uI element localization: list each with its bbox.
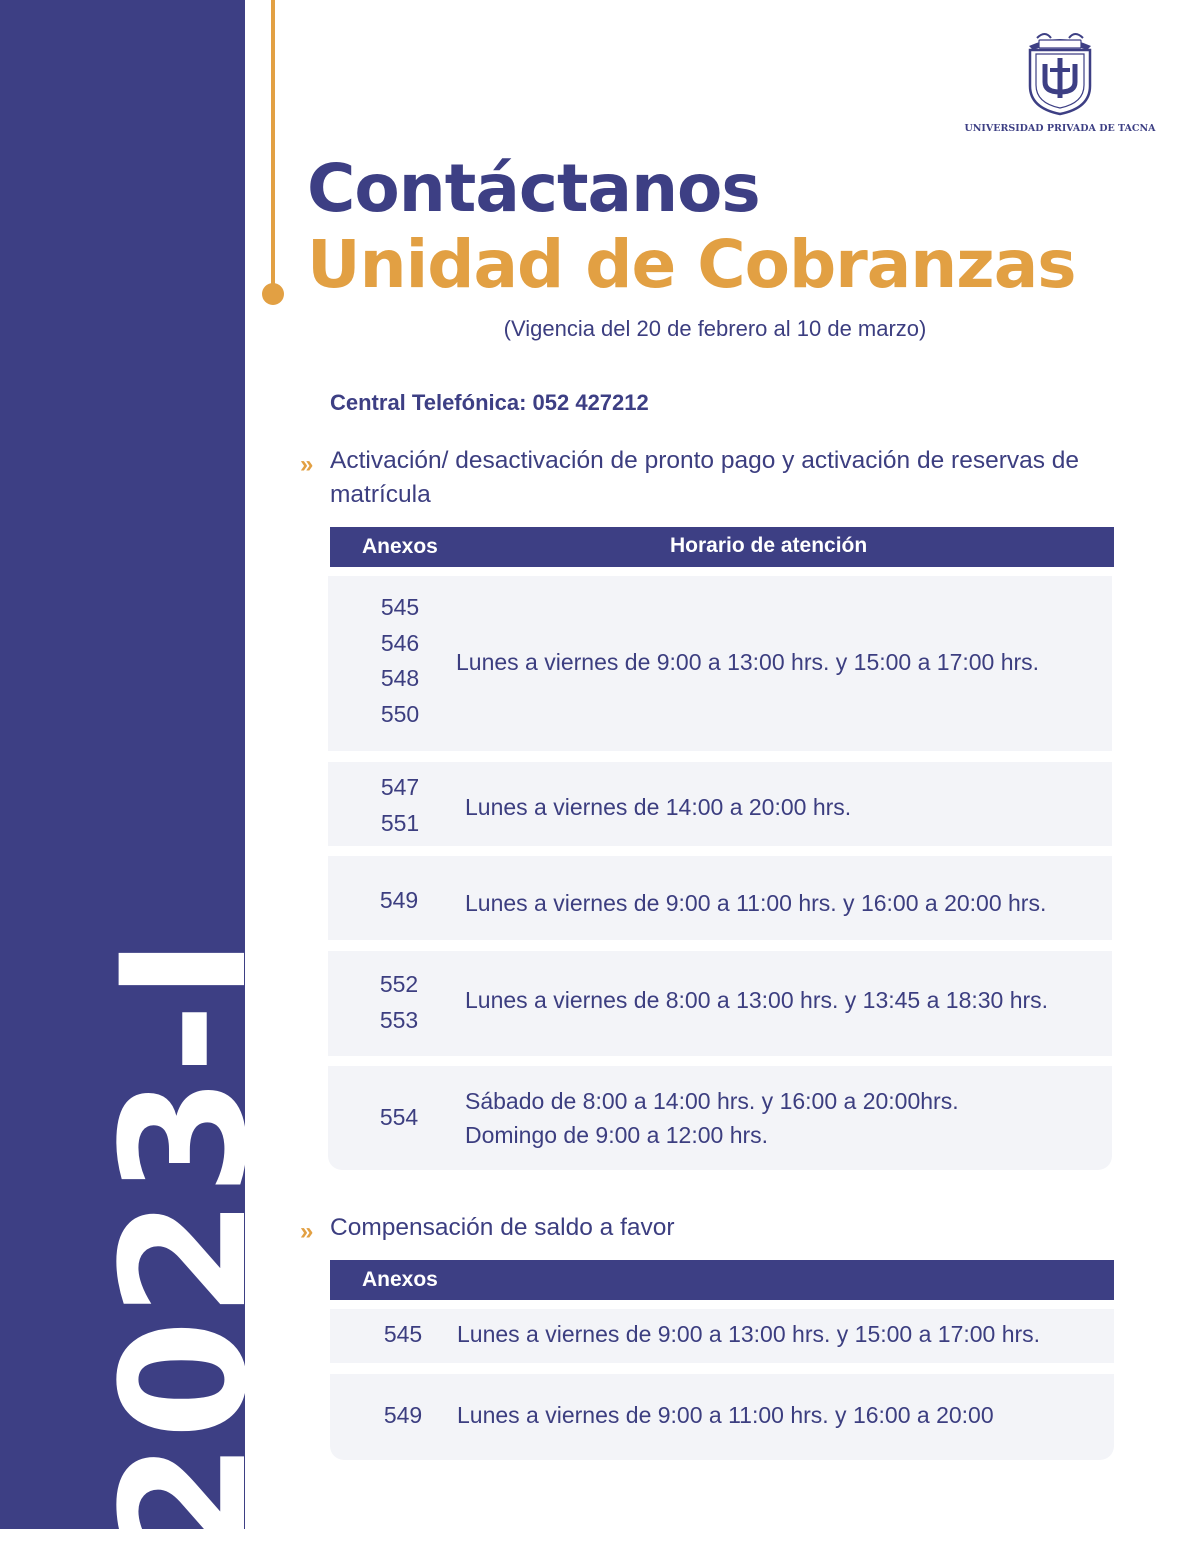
section-heading-text: Activación/ desactivación de pronto pago y activación de reservas de matrícula <box>330 447 1080 508</box>
table-row <box>330 1309 1114 1363</box>
annex-number: 550 <box>380 700 420 727</box>
annex-list <box>367 1398 439 1434</box>
annex-number: 554 <box>379 1104 419 1130</box>
section-heading-text: Compensación de saldo a favor <box>330 1214 675 1241</box>
table-header <box>330 527 1114 567</box>
annex-number: 547 <box>380 774 420 800</box>
annex-list <box>363 967 435 1038</box>
table-header <box>330 1260 1114 1300</box>
university-name: UNIVERSIDAD PRIVADA DE TACNA <box>964 123 1156 134</box>
crest-icon <box>1023 30 1097 116</box>
decorative-line <box>271 0 275 285</box>
table-row <box>328 1066 1112 1170</box>
annex-number: 545 <box>383 1321 423 1347</box>
annex-number: 549 <box>379 887 419 913</box>
table-row <box>328 856 1112 940</box>
validity-period: (Vigencia del 20 de febrero al 10 de marzo) <box>503 316 927 341</box>
annex-list <box>364 770 436 841</box>
annex-number: 549 <box>383 1402 423 1428</box>
annex-list <box>367 1317 439 1353</box>
schedule-line: Domingo de 9:00 a 12:00 hrs. <box>465 1122 769 1148</box>
annex-number: 546 <box>380 629 420 656</box>
annex-number: 545 <box>380 594 420 620</box>
table-row <box>330 1374 1114 1460</box>
schedule-line: Sábado de 8:00 a 14:00 hrs. y 16:00 a 20:00hrs. <box>465 1088 959 1114</box>
column-header-annex: Anexos <box>362 535 438 558</box>
double-chevron-icon: » <box>300 451 314 478</box>
central-phone: Central Telefónica: 052 427212 <box>330 390 649 415</box>
decorative-dot <box>262 283 284 305</box>
schedule-text: Lunes a viernes de 8:00 a 13:00 hrs. y 13:45 a 18:30 hrs. <box>465 987 1049 1013</box>
section-heading-compensation <box>300 1211 1130 1245</box>
schedule-text <box>465 1084 959 1152</box>
university-logo <box>955 30 1165 140</box>
table-row <box>328 576 1112 751</box>
annex-number: 551 <box>380 809 420 836</box>
schedule-text: Lunes a viernes de 9:00 a 13:00 hrs. y 15:00 a 17:00 hrs. <box>456 649 1040 675</box>
schedule-text: Lunes a viernes de 9:00 a 11:00 hrs. y 16:00 a 20:00 <box>457 1402 994 1428</box>
page-title: Contáctanos <box>307 150 760 227</box>
section-heading-activation <box>300 444 1130 512</box>
column-header-schedule: Horario de atención <box>670 534 868 557</box>
annex-number: 552 <box>379 971 419 997</box>
double-chevron-icon: » <box>300 1218 314 1245</box>
column-header-annex: Anexos <box>362 1268 438 1291</box>
schedule-text: Lunes a viernes de 9:00 a 13:00 hrs. y 15:00 a 17:00 hrs. <box>457 1321 1041 1347</box>
annex-list <box>364 590 436 732</box>
schedule-text: Lunes a viernes de 14:00 a 20:00 hrs. <box>465 794 852 820</box>
year-label: 2023-I <box>84 934 285 1561</box>
table-row <box>328 951 1112 1056</box>
table-row <box>328 762 1112 846</box>
schedule-text: Lunes a viernes de 9:00 a 11:00 hrs. y 16:00 a 20:00 hrs. <box>465 890 1047 916</box>
sidebar <box>0 0 285 1561</box>
page-subtitle: Unidad de Cobranzas <box>307 226 1076 303</box>
annex-number: 548 <box>380 665 420 691</box>
annex-list <box>363 883 435 919</box>
annex-number: 553 <box>379 1006 419 1033</box>
annex-list <box>363 1100 435 1136</box>
